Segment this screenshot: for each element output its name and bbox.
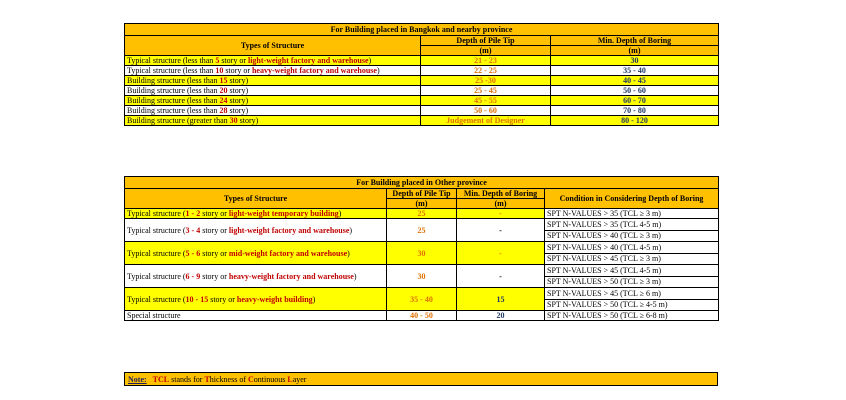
boring-cell: 35 - 40 xyxy=(551,66,719,76)
structure-cell: Typical structure (5 - 6 story or mid-weight factory and warehouse) xyxy=(125,242,387,265)
note-letter-c: C xyxy=(248,374,254,384)
note-label: Note: xyxy=(128,374,147,384)
pile-cell: 30 xyxy=(387,242,457,265)
table1-header-boring: Min. Depth of Boring xyxy=(551,36,719,46)
table1-header-type: Types of Structure xyxy=(125,36,421,56)
table-row xyxy=(125,66,719,76)
table-row xyxy=(125,242,719,254)
table2-header-condition: Condition in Considering Depth of Boring xyxy=(545,189,719,209)
bangkok-table xyxy=(124,23,719,126)
structure-cell: Typical structure (3 - 4 story or light-weight factory and warehouse) xyxy=(125,219,387,242)
condition-cell: SPT N-VALUES > 50 (TCL ≥ 3 m) xyxy=(545,276,719,288)
table1-header-boring-unit: (m) xyxy=(551,46,719,56)
table1-title: For Building placed in Bangkok and nearby province xyxy=(125,24,719,36)
pile-cell: 25 xyxy=(387,209,457,219)
table1-header-pile-unit: (m) xyxy=(421,46,551,56)
note-text: ayer xyxy=(292,374,307,384)
table-row xyxy=(125,76,719,86)
structure-cell: Building structure (less than 15 story) xyxy=(125,76,421,86)
boring-cell: 80 - 120 xyxy=(551,116,719,126)
structure-cell: Typical structure (1 - 2 story or light-weight temporary building) xyxy=(125,209,387,219)
note-tcl: TCL xyxy=(152,374,170,384)
pile-cell: 50 - 60 xyxy=(421,106,551,116)
table-row xyxy=(125,116,719,126)
pile-cell: 35 - 40 xyxy=(387,288,457,311)
table2-header-boring: Min. Depth of Boring xyxy=(457,189,545,199)
table2-header-pile: Depth of Pile Tip xyxy=(387,189,457,199)
condition-cell: SPT N-VALUES > 45 (TCL ≥ 3 m) xyxy=(545,253,719,265)
condition-cell: SPT N-VALUES > 35 (TCL ≥ 3 m) xyxy=(545,209,719,219)
table-row xyxy=(125,56,719,66)
note-letter-t: T xyxy=(204,374,210,384)
condition-cell: SPT N-VALUES > 40 (TCL 4-5 m) xyxy=(545,242,719,254)
pile-cell: 30 xyxy=(387,265,457,288)
boring-cell: 60 - 70 xyxy=(551,96,719,106)
pile-cell: 25 -30 xyxy=(421,76,551,86)
note-text: hickness of xyxy=(209,374,248,384)
boring-cell: 40 - 45 xyxy=(551,76,719,86)
boring-cell: 70 - 80 xyxy=(551,106,719,116)
condition-cell: SPT N-VALUES > 45 (TCL 4-5 m) xyxy=(545,265,719,277)
pile-cell: 25 - 45 xyxy=(421,86,551,96)
structure-cell: Building structure (less than 20 story) xyxy=(125,86,421,96)
table-row xyxy=(125,209,719,219)
pile-cell: 40 - 50 xyxy=(387,311,457,321)
table2-header-boring-unit: (m) xyxy=(457,199,545,209)
table-row xyxy=(125,311,719,321)
table-row xyxy=(125,288,719,300)
boring-cell: - xyxy=(457,265,545,288)
boring-cell: - xyxy=(457,219,545,242)
condition-cell: SPT N-VALUES > 50 (TCL ≥ 4-5 m) xyxy=(545,299,719,311)
boring-cell: 30 xyxy=(551,56,719,66)
table-row xyxy=(125,219,719,231)
note-cell xyxy=(125,373,718,386)
pile-cell: 45 - 55 xyxy=(421,96,551,106)
structure-cell: Typical structure (6 - 9 story or heavy-weight factory and warehouse) xyxy=(125,265,387,288)
other-province-table xyxy=(124,176,719,321)
structure-cell: Building structure (less than 28 story) xyxy=(125,106,421,116)
condition-cell: SPT N-VALUES > 35 (TCL 4-5 m) xyxy=(545,219,719,231)
condition-cell: SPT N-VALUES > 40 (TCL ≥ 3 m) xyxy=(545,230,719,242)
note-bar xyxy=(124,372,718,386)
boring-cell: 50 - 60 xyxy=(551,86,719,96)
condition-cell: SPT N-VALUES > 50 (TCL ≥ 6-8 m) xyxy=(545,311,719,321)
note-letter-l: L xyxy=(287,374,293,384)
table-row xyxy=(125,106,719,116)
boring-cell: 15 xyxy=(457,288,545,311)
condition-cell: SPT N-VALUES > 45 (TCL ≥ 6 m) xyxy=(545,288,719,300)
pile-cell: Judgement of Designer xyxy=(421,116,551,126)
boring-cell: - xyxy=(457,242,545,265)
table1-header-pile: Depth of Pile Tip xyxy=(421,36,551,46)
note-text: ontinuous xyxy=(253,374,288,384)
structure-cell: Typical structure (less than 10 story or heavy-weight factory and warehouse) xyxy=(125,66,421,76)
note-text: stands for xyxy=(169,374,205,384)
structure-cell: Building structure (greater than 30 story) xyxy=(125,116,421,126)
boring-cell: 20 xyxy=(457,311,545,321)
boring-cell: - xyxy=(457,209,545,219)
structure-cell: Typical structure (less than 5 story or light-weight factory and warehouse) xyxy=(125,56,421,66)
structure-cell: Building structure (less than 24 story) xyxy=(125,96,421,106)
structure-cell: Special structure xyxy=(125,311,387,321)
structure-cell: Typical structure (10 - 15 story or heavy-weight building) xyxy=(125,288,387,311)
table2-title: For Building placed in Other province xyxy=(125,177,719,189)
table-row xyxy=(125,86,719,96)
pile-cell: 25 xyxy=(387,219,457,242)
table-row xyxy=(125,96,719,106)
pile-cell: 22 - 25 xyxy=(421,66,551,76)
table-row xyxy=(125,265,719,277)
table2-header-pile-unit: (m) xyxy=(387,199,457,209)
table1-body xyxy=(125,56,719,126)
pile-cell: 21 - 23 xyxy=(421,56,551,66)
table2-header-type: Types of Structure xyxy=(125,189,387,209)
